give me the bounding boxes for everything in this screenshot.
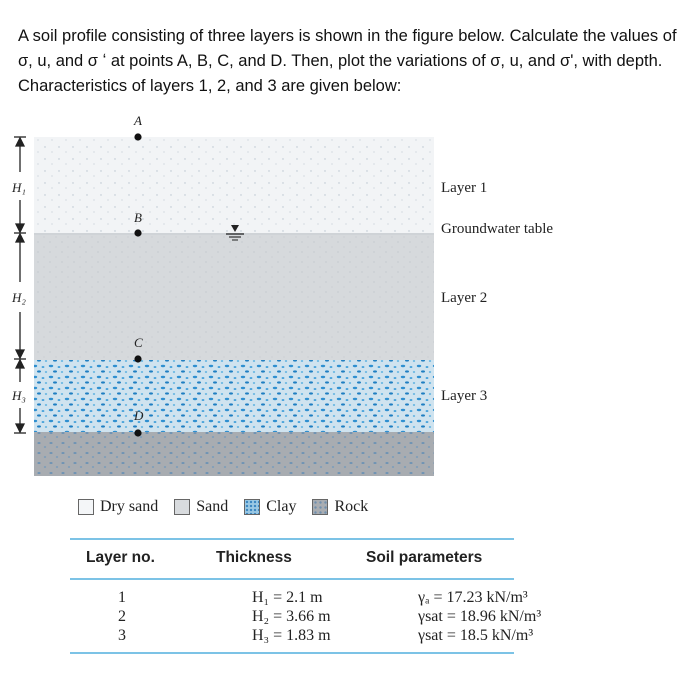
cell-param: γsat = 18.5 kN/m³ xyxy=(418,627,534,644)
point-label-a: A xyxy=(134,113,142,128)
legend-label: Dry sand xyxy=(100,498,159,515)
dim-label-h1: H₁ xyxy=(12,180,26,195)
point-label-c: C xyxy=(134,335,143,350)
table-bottom-rule xyxy=(70,652,514,654)
cell-thickness: H₁ = 2.1 m xyxy=(252,589,323,606)
layer-parameters-table xyxy=(70,538,542,654)
clay-swatch xyxy=(244,499,260,515)
legend-item-sand xyxy=(174,498,228,516)
dim-label-h3: H₃ xyxy=(12,388,26,403)
legend-label: Clay xyxy=(266,498,297,515)
sand-layer-2 xyxy=(34,235,434,360)
legend-item-clay xyxy=(244,498,296,516)
rock-layer xyxy=(34,432,434,476)
clay-layer-3 xyxy=(34,360,434,432)
groundwater-table-label: Groundwater table xyxy=(441,221,554,237)
legend-item-dry-sand xyxy=(78,498,158,516)
cell-param: γₐ = 17.23 kN/m³ xyxy=(418,589,528,606)
table-header-row xyxy=(70,540,514,576)
legend-label: Rock xyxy=(334,498,369,515)
point-c-marker xyxy=(134,355,141,362)
layer-1-label: Layer 1 xyxy=(441,180,488,196)
cell-param: γsat = 18.96 kN/m³ xyxy=(418,608,542,625)
cell-thickness: H₃ = 1.83 m xyxy=(252,627,331,644)
cell-layer: 2 xyxy=(118,608,126,625)
layer-2-label: Layer 2 xyxy=(441,290,488,306)
table-body xyxy=(70,580,542,646)
dry-sand-layer xyxy=(34,137,434,233)
table-row xyxy=(70,608,542,627)
problem-statement: A soil profile consisting of three layers is shown in the figure below. Calculate the values of σ, u, and σ ʻ at points A, B, C, and D. Then, plot the variations of σ, u, and σʹ, with depth. Characteristics of layers 1, 2, and 3 are given below: xyxy=(18,27,677,95)
sand-swatch xyxy=(174,499,190,515)
dry-sand-swatch xyxy=(78,499,94,515)
legend-item-rock xyxy=(312,498,368,516)
point-d-marker xyxy=(134,429,141,436)
point-b-marker xyxy=(134,229,141,236)
point-a-marker xyxy=(134,133,141,140)
point-label-d: D xyxy=(134,408,144,423)
dim-label-h2: H₂ xyxy=(12,290,26,305)
cell-layer: 1 xyxy=(118,589,126,606)
point-label-b: B xyxy=(134,210,142,225)
cell-thickness: H₂ = 3.66 m xyxy=(252,608,331,625)
layer-3-label: Layer 3 xyxy=(441,388,488,404)
header-soil-parameters: Soil parameters xyxy=(366,549,483,566)
table-row xyxy=(70,589,528,608)
table-row xyxy=(70,627,534,646)
header-thickness: Thickness xyxy=(216,549,292,566)
rock-swatch xyxy=(312,499,328,515)
legend-label: Sand xyxy=(196,498,229,515)
header-layer-no: Layer no. xyxy=(86,549,155,566)
cell-layer: 3 xyxy=(118,627,126,644)
soil-legend xyxy=(78,498,384,516)
